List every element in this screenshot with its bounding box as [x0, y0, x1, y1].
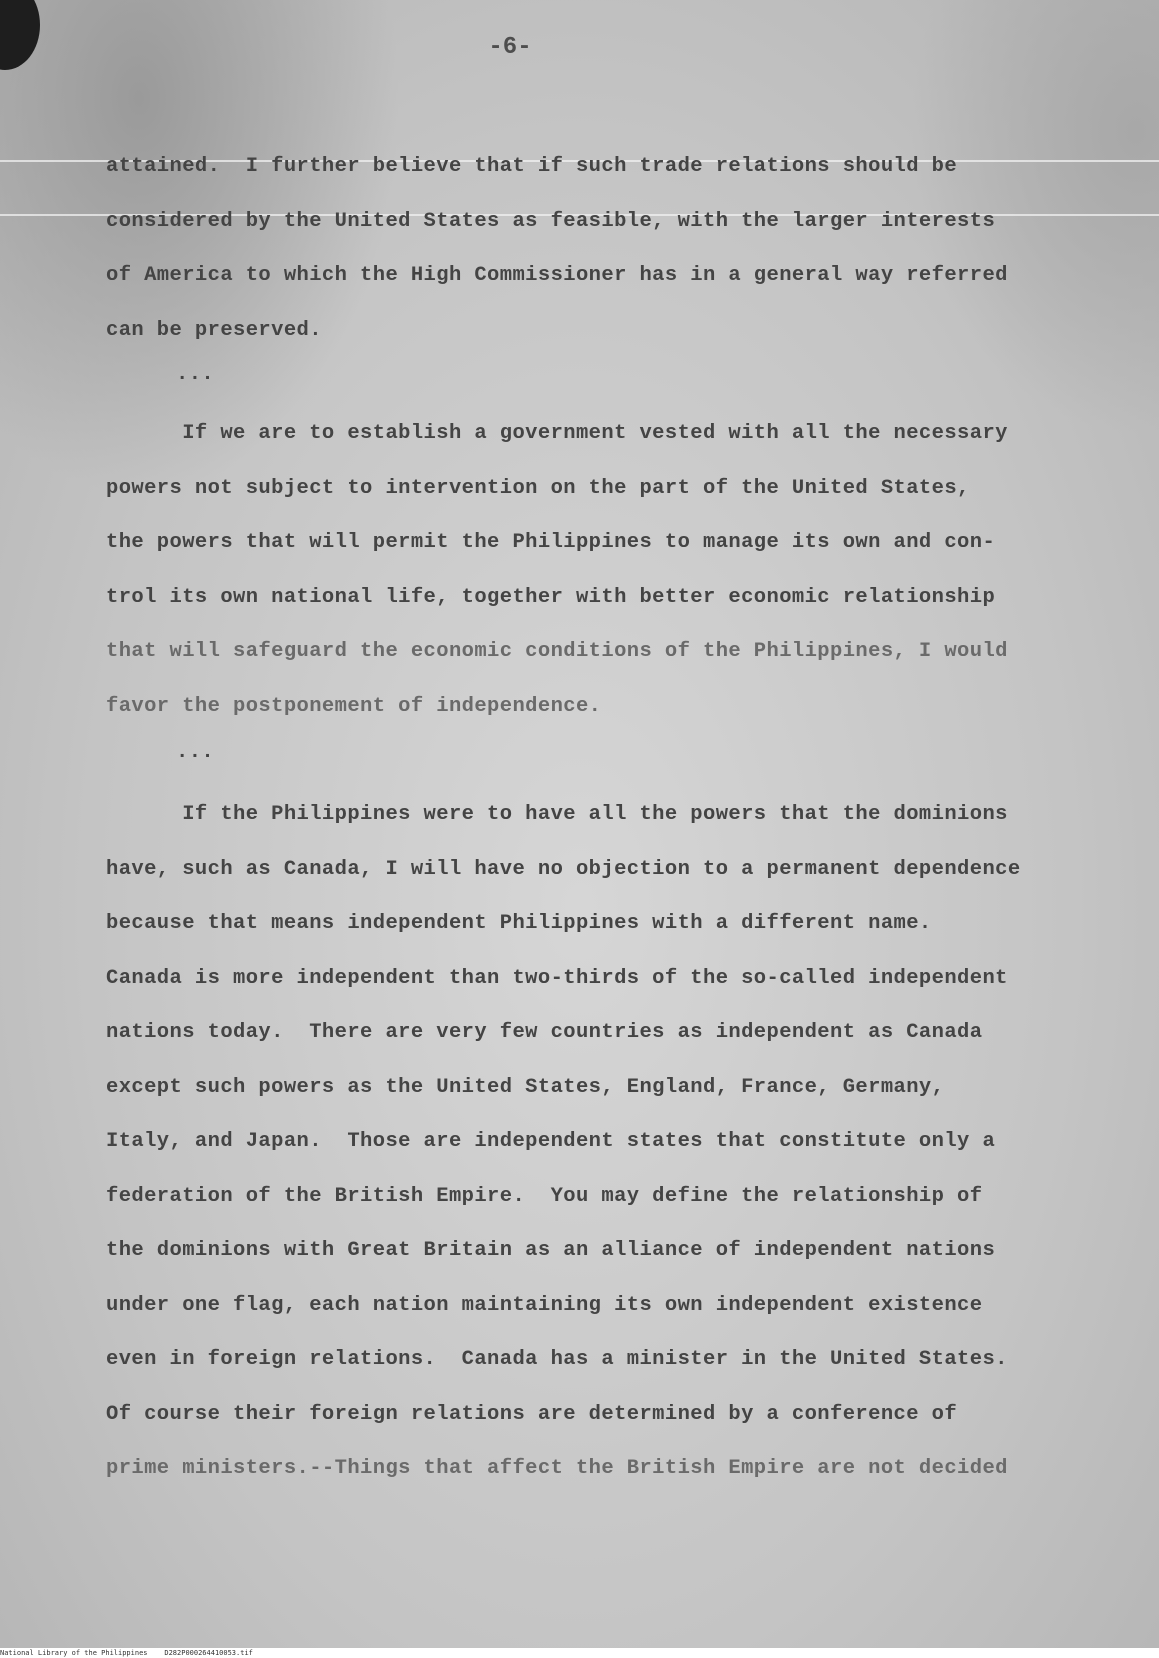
text-line: the dominions with Great Britain as an alliance of independent nations: [106, 1239, 996, 1262]
text-line: except such powers as the United States, England, France, Germany,: [106, 1075, 945, 1099]
text-line: Of course their foreign relations are determined by a conference of: [106, 1402, 958, 1426]
ellipsis-mark: ...: [176, 741, 215, 764]
paragraph-2: [106, 407, 1106, 734]
paragraph-3: [106, 788, 1106, 1497]
text-line: under one flag, each nation maintaining its own independent existence: [106, 1293, 983, 1317]
text-line: prime ministers.--Things that affect the British Empire are not decided: [106, 1457, 1008, 1480]
text-line: nations today. There are very few countries as independent as Canada: [106, 1021, 983, 1044]
text-line: of America to which the High Commissioner has in a general way referred: [106, 264, 1008, 287]
text-line: federation of the British Empire. You may define the relationship of: [106, 1184, 983, 1208]
ellipsis-mark: ...: [176, 363, 215, 386]
text-line: even in foreign relations. Canada has a minister in the United States.: [106, 1348, 1008, 1371]
text-line: If we are to establish a government vested with all the necessary: [106, 422, 1008, 445]
text-line: considered by the United States as feasible, with the larger interests: [106, 209, 996, 233]
paragraph-1: [106, 140, 1106, 358]
text-line: Canada is more independent than two-thirds of the so-called independent: [106, 966, 1008, 990]
scan-footer: [0, 1648, 1159, 1658]
text-line: attained. I further believe that if such trade relations should be: [106, 155, 958, 178]
text-line: that will safeguard the economic conditions of the Philippines, I would: [106, 640, 1008, 663]
text-line: trol its own national life, together with better economic relationship: [106, 585, 996, 609]
footer-source: National Library of the Philippines: [0, 1649, 148, 1657]
text-line: the powers that will permit the Philippines to manage its own and con-: [106, 531, 996, 554]
text-line: favor the postponement of independence.: [106, 694, 602, 718]
ellipsis-2: [176, 726, 1159, 781]
page-number: -6-: [488, 34, 532, 61]
text-line: because that means independent Philippines with a different name.: [106, 912, 932, 935]
text-line: have, such as Canada, I will have no objection to a permanent dependence: [106, 857, 1021, 881]
text-line: Italy, and Japan. Those are independent states that constitute only a: [106, 1130, 996, 1153]
text-line: powers not subject to intervention on the part of the United States,: [106, 476, 970, 500]
footer-file: D282P000264410053.tif: [164, 1649, 253, 1657]
text-line: If the Philippines were to have all the powers that the dominions: [106, 803, 1008, 826]
text-line: can be preserved.: [106, 318, 322, 342]
ellipsis-1: [176, 348, 1159, 403]
